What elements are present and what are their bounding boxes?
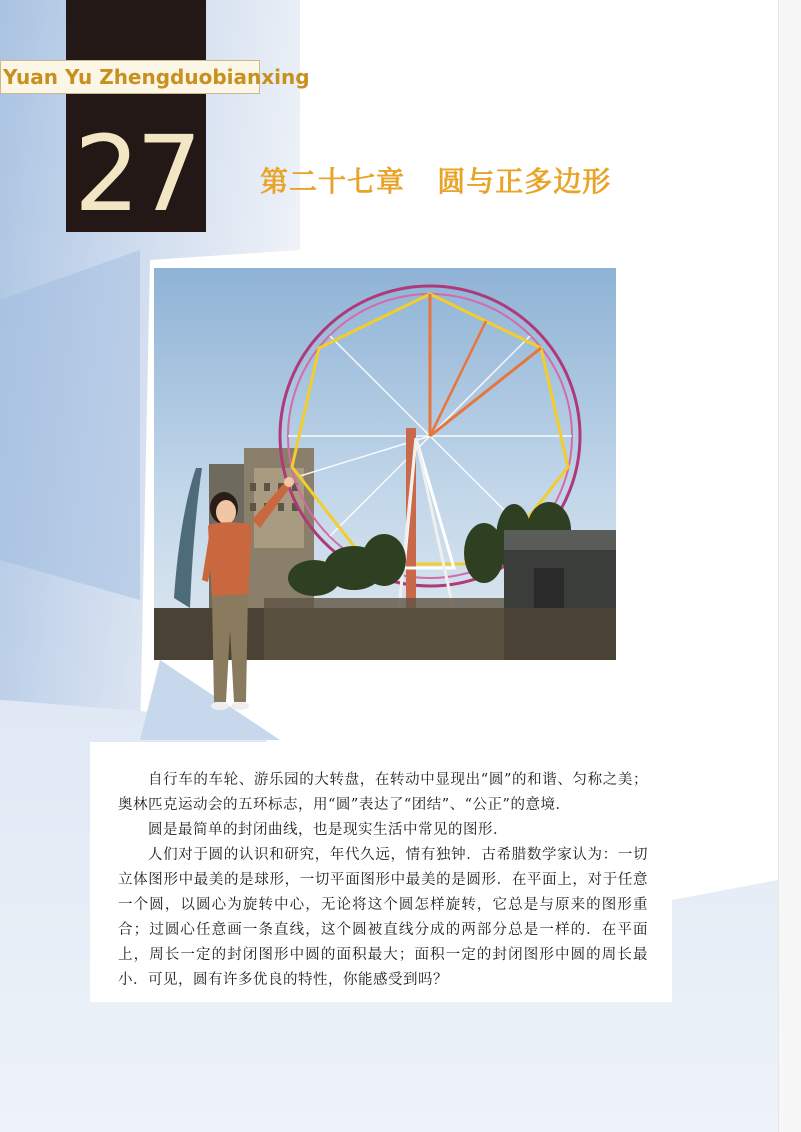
teacher-figure: [190, 470, 300, 720]
intro-paragraph-2: 圆是最简单的封闭曲线，也是现实生活中常见的图形．: [148, 822, 508, 838]
chapter-number: 27: [73, 113, 199, 235]
chapter-pinyin-label: Yuan Yu Zhengduobianxing: [0, 60, 260, 94]
intro-paragraph-3: 人们对于圆的认识和研究，年代久远，情有独钟．古希腊数学家认为：一切立体图形中最美的是球形，一切平面图形中最美的是圆形．在平面上，对于任意一个圆，以圆心为旋转中心，无论将这个圆怎样旋转，它总是与原来的图形重合；过圆心任意画一条直线，这个圆被直线分成的两部分总是一样的．在平面上，周长一定的封闭图形中圆的面积最大；面积一定的封闭图形中圆的周长最小．可见，圆有许多优良的特性，你能感受到吗？: [118, 847, 648, 988]
page-edge: [778, 0, 801, 1132]
chapter-title: 第二十七章 圆与正多边形: [260, 165, 612, 198]
intro-paragraph-1: 自行车的车轮、游乐园的大转盘，在转动中显现出“圆”的和谐、匀称之美；奥林匹克运动会的五环标志，用“圆”表达了“团结”、“公正”的意境．: [118, 772, 648, 813]
